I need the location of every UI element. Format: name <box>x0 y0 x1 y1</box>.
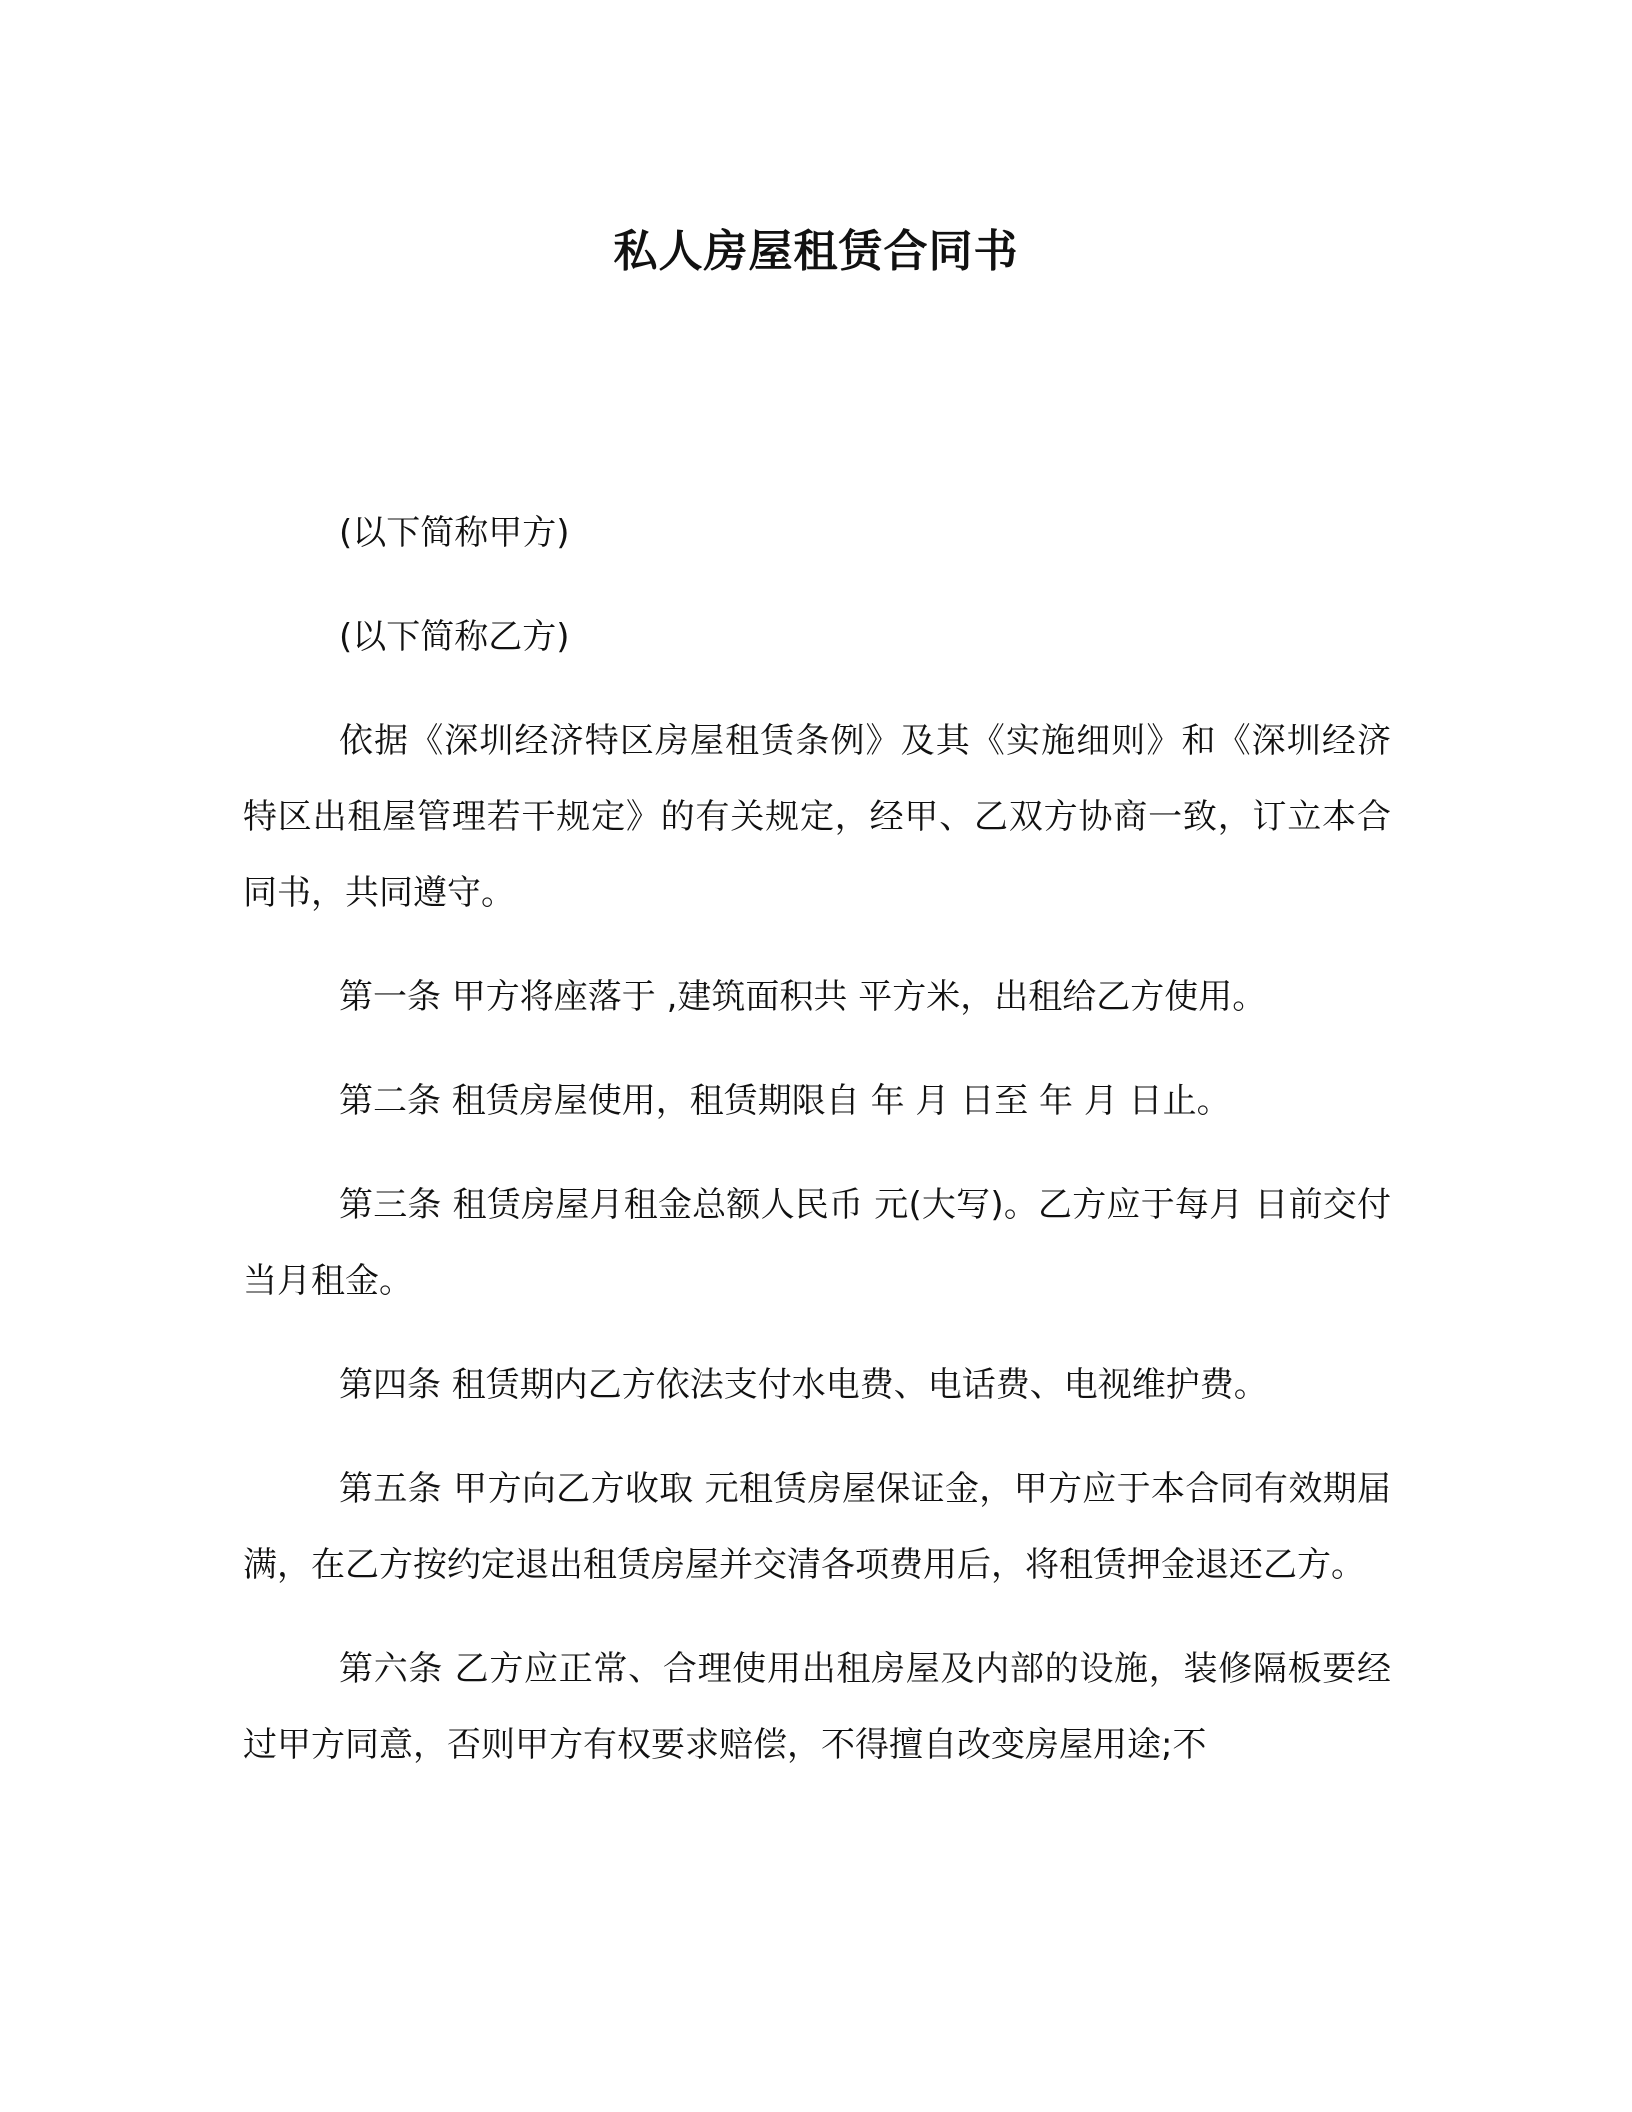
article-3: 第三条 租赁房屋月租金总额人民币 元(大写)。乙方应于每月 日前交付当月租金。 <box>243 1185 1391 1301</box>
party-b-line: (以下简称乙方) <box>339 617 570 657</box>
article-1: 第一条 甲方将座落于 ,建筑面积共 平方米，出租给乙方使用。 <box>339 977 1267 1017</box>
document-title: 私人房屋租赁合同书 <box>613 226 1019 277</box>
document-body <box>243 495 1391 1811</box>
article-5: 第五条 甲方向乙方收取 元租赁房屋保证金，甲方应于本合同有效期届满，在乙方按约定退出租赁房屋并交清各项费用后，将租赁押金退还乙方。 <box>243 1469 1391 1585</box>
article-2: 第二条 租赁房屋使用，租赁期限自 年 月 日至 年 月 日止。 <box>339 1081 1231 1121</box>
article-4: 第四条 租赁期内乙方依法支付水电费、电话费、电视维护费。 <box>339 1365 1268 1405</box>
party-a-line: (以下简称甲方) <box>339 513 570 553</box>
article-6: 第六条 乙方应正常、合理使用出租房屋及内部的设施，装修隔板要经过甲方同意，否则甲方有权要求赔偿，不得擅自改变房屋用途;不 <box>243 1649 1391 1765</box>
preamble-paragraph: 依据《深圳经济特区房屋租赁条例》及其《实施细则》和《深圳经济特区出租屋管理若干规定》的有关规定，经甲、乙双方协商一致，订立本合同书，共同遵守。 <box>243 721 1391 913</box>
